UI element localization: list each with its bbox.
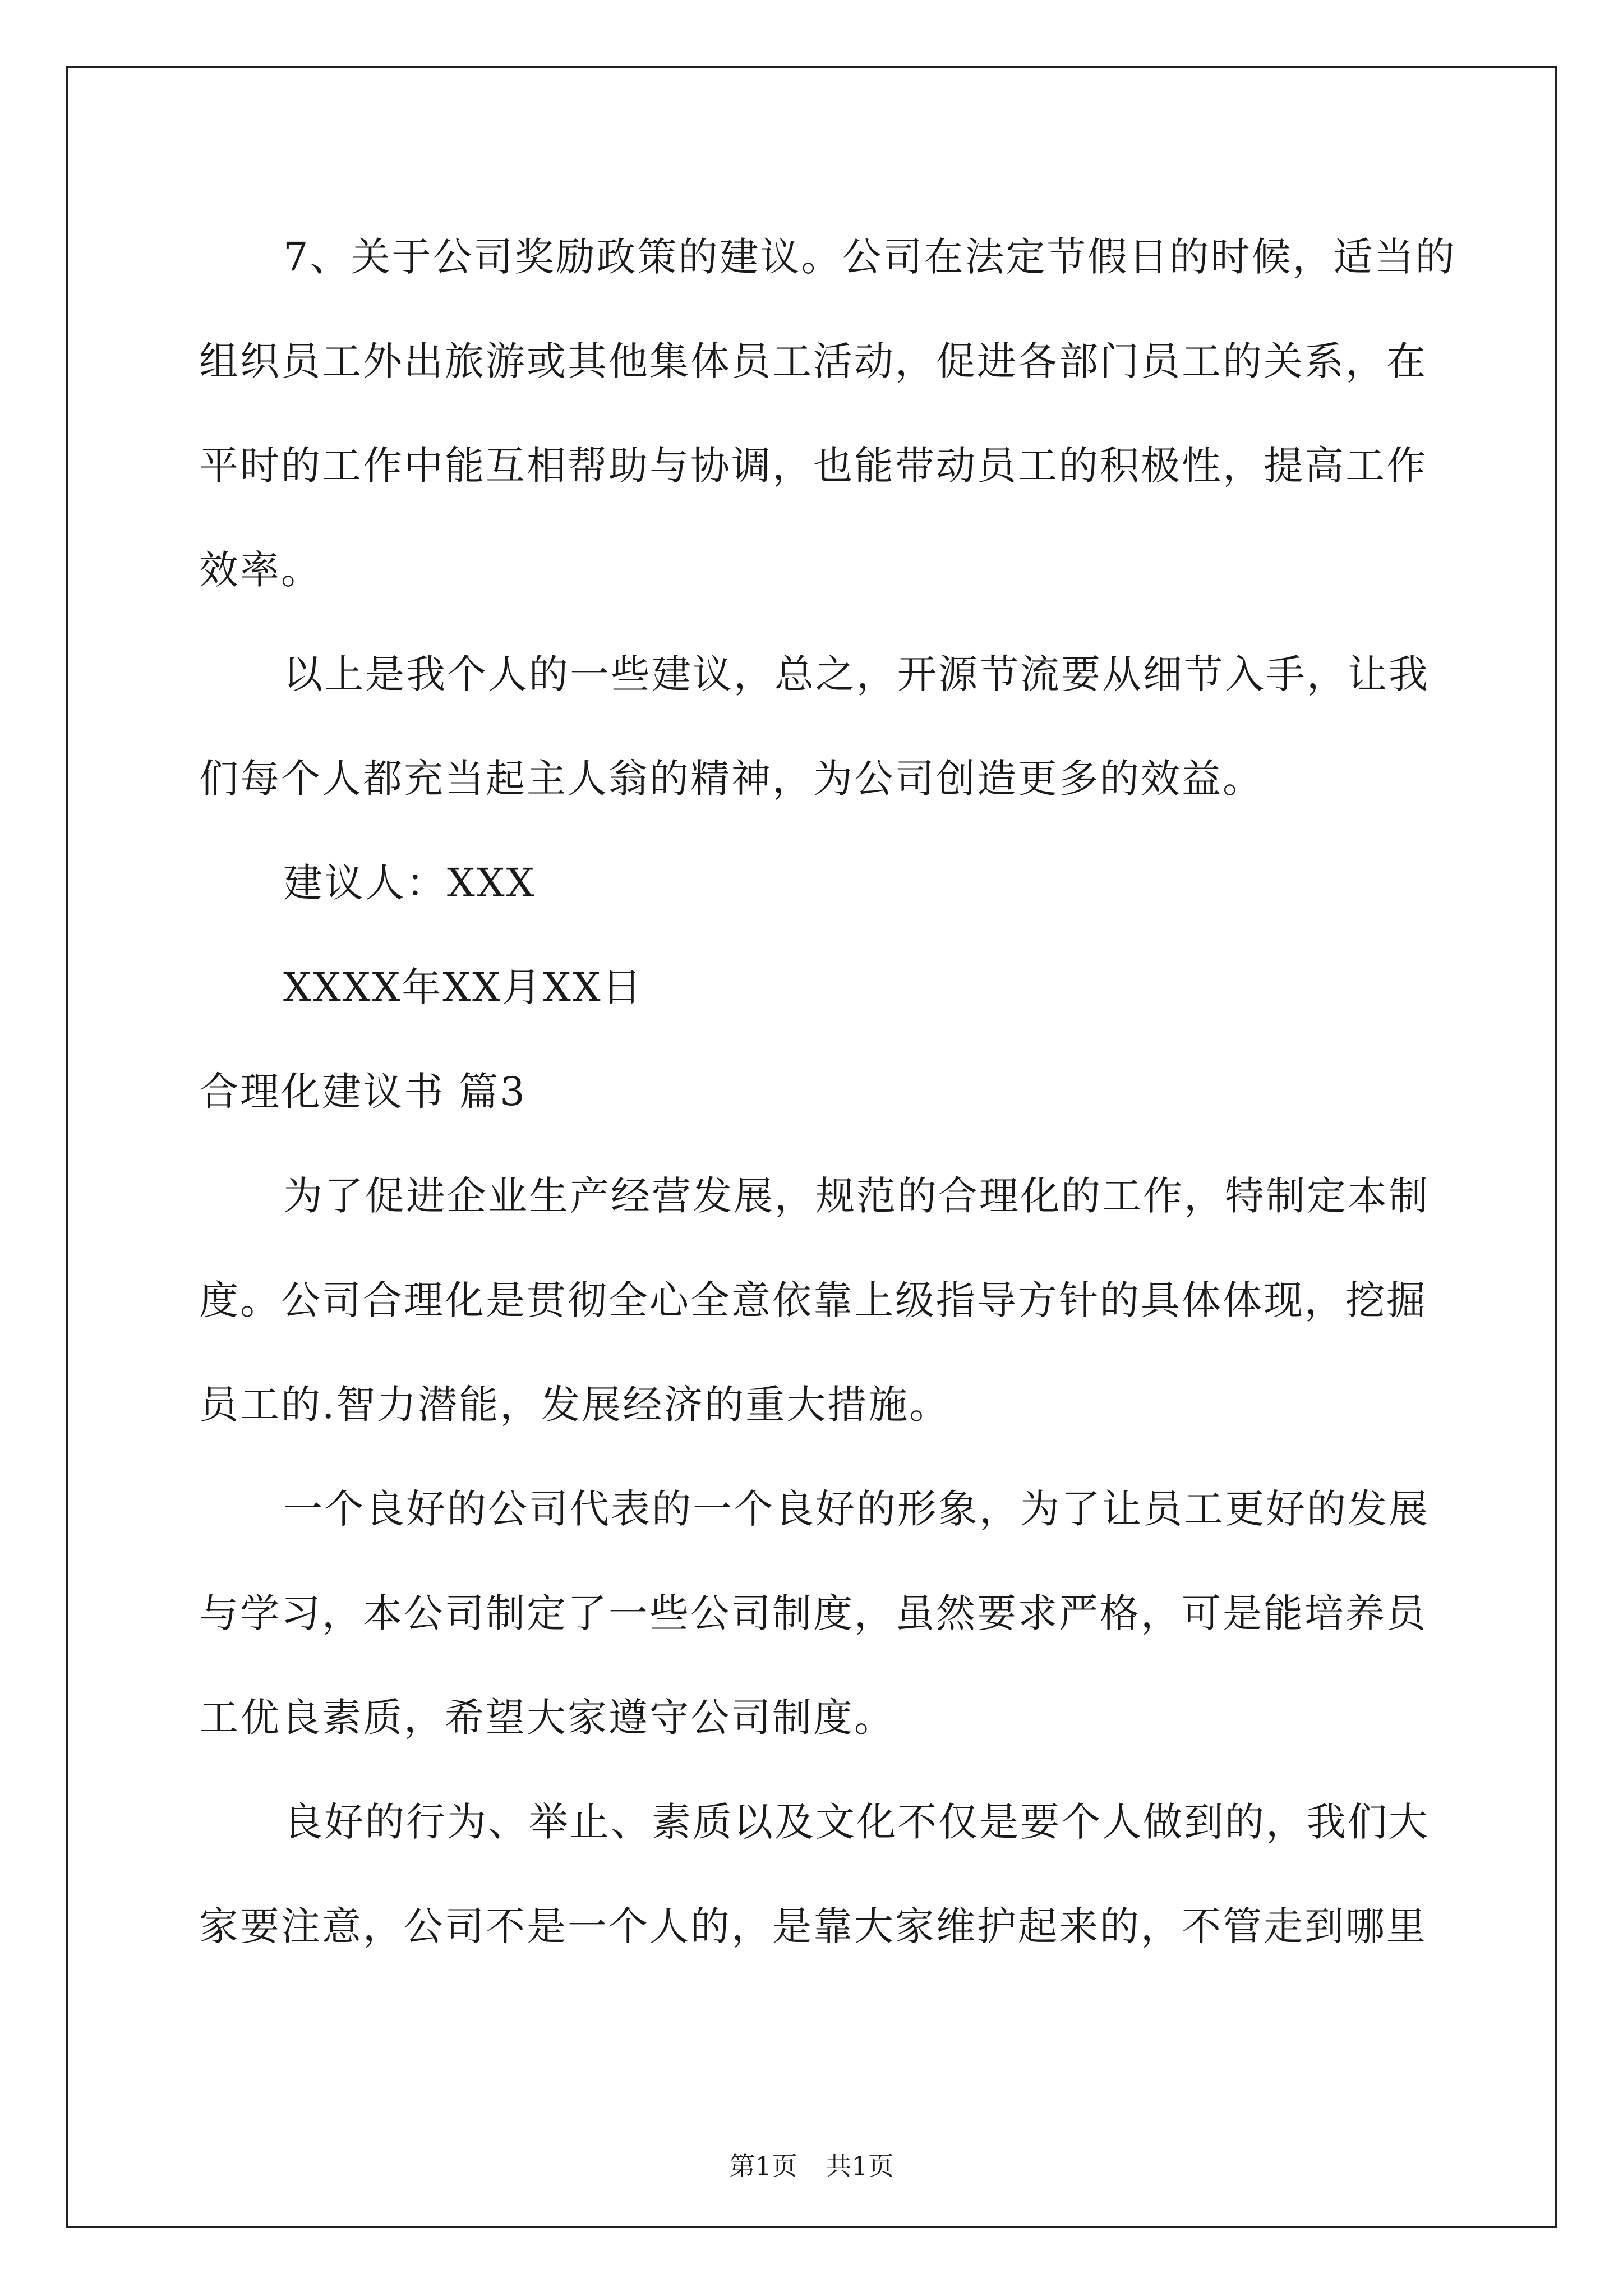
paragraph-summary <box>199 622 1433 831</box>
page-total: 共1页 <box>826 2151 894 2181</box>
paragraph-behavior <box>199 1770 1433 1978</box>
text-line: 为了促进企业生产经营发展，规范的合理化的工作，特制定本制 <box>283 1173 1430 1219</box>
text-line: 效率。 <box>199 547 322 593</box>
signature-text: 建议人：XXX <box>283 860 536 906</box>
signature-line <box>199 831 1433 935</box>
text-line: 组织员工外出旅游或其他集体员工活动，促进各部门员工的关系，在 <box>199 338 1427 384</box>
section-heading: 合理化建议书 篇3 <box>199 1069 527 1115</box>
page-footer <box>0 2146 1623 2183</box>
text-line: 工优良素质，希望大家遵守公司制度。 <box>199 1695 895 1741</box>
text-line: 一个良好的公司代表的一个良好的形象，为了让员工更好的发展 <box>283 1486 1430 1532</box>
text-line: 以上是我个人的一些建议，总之，开源节流要从细节入手，让我 <box>283 651 1430 697</box>
page-number: 第1页 <box>729 2151 797 2181</box>
text-line: 们每个人都充当起主人翁的精神，为公司创造更多的效益。 <box>199 756 1264 802</box>
paragraph-company-image <box>199 1457 1433 1770</box>
text-line: 平时的工作中能互相帮助与协调，也能带动员工的积极性，提高工作 <box>199 443 1427 489</box>
date-line <box>199 935 1433 1039</box>
text-line: 7、关于公司奖励政策的建议。公司在法定节假日的时候，适当的 <box>283 234 1456 280</box>
document-body <box>199 205 1456 1978</box>
paragraph-reward-policy <box>199 205 1456 622</box>
text-line: 员工的.智力潜能，发展经济的重大措施。 <box>199 1382 951 1428</box>
paragraph-purpose <box>199 1144 1433 1457</box>
date-text: XXXX年XX月XX日 <box>283 964 643 1010</box>
text-line: 与学习，本公司制定了一些公司制度，虽然要求严格，可是能培养员 <box>199 1590 1427 1636</box>
text-line: 度。公司合理化是贯彻全心全意依靠上级指导方针的具体体现，挖掘 <box>199 1277 1427 1323</box>
text-line: 家要注意，公司不是一个人的，是靠大家维护起来的，不管走到哪里 <box>199 1903 1427 1949</box>
text-line: 良好的行为、举止、素质以及文化不仅是要个人做到的，我们大 <box>283 1799 1430 1845</box>
